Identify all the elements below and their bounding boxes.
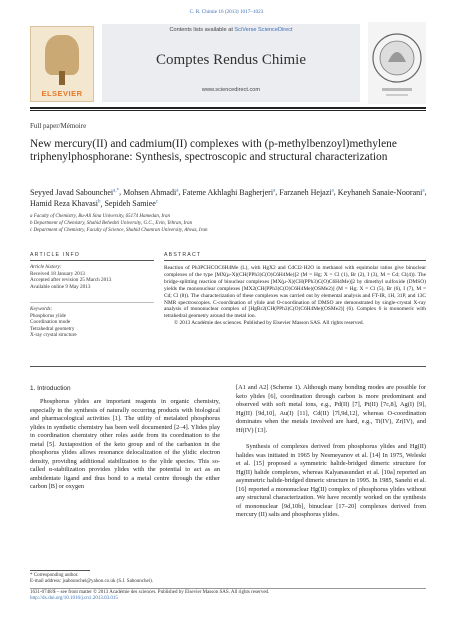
issn-copyright: 1631-0748/$ – see front matter © 2013 Académie des sciences. Published by Elsevier Masson SAS. All rights reserved. http://dx.doi.org/10.1016/j.crci.2013.03.015 <box>30 590 426 603</box>
author[interactable]: Keyhaneh Sanaie-Noorani$^a$ <box>337 187 425 197</box>
journal-reference[interactable]: C. R. Chimie 16 (2013) 1017–1023 <box>189 9 264 15</box>
author[interactable]: Farzaneh Hejazi$^a$ <box>279 187 334 197</box>
abstract-header: ABSTRACT <box>164 252 202 258</box>
paragraph: Synthesis of complexes derived from phosphorus ylides and Hg(II) halides was initiated in 1965 by Nesmeyanov et al. [14] In 1975, Weleski et al. [15] proposed a symmetric halide-bridged dimeric structure for Hg(II) halide complexes, whereas Kalyanasundari et al. [10a] reported an asymmetric halide-bridged dimeric structure in 1995. In 1985, Sanehi et al. [16] reported a mononuclear Hg(II) complex of phosphorus ylides without any structural characterization. We have recently worked on the synthesis of mononuclear [9d,10b], binuclear [17–20] complexes derived from mercury (II) salts and phosphorus ylides. <box>236 443 426 518</box>
keyword: Coordination mode <box>30 319 71 326</box>
author[interactable]: Seyyed Javad Sabounchei$^{a,*}$ <box>30 187 120 197</box>
contents-line: Contents lists available at SciVerse ScienceDirect <box>169 27 293 33</box>
author[interactable]: Mohsen Ahmadi$^a$ <box>123 187 179 197</box>
doi-link[interactable]: http://dx.doi.org/10.1016/j.crci.2013.03.015 <box>30 596 118 602</box>
affiliation: c Department of Chemistry, Faculty of Science, Shahid Chamran University, Ahvaz, Iran <box>30 228 208 233</box>
affiliation: b Department of Chemistry, Shahid Beheshti University, G.C., Evin, Tehran, Iran <box>30 221 193 226</box>
author-email-link[interactable]: E-mail address: jsabounchei@yahoo.co.uk (S.J. Sabounchei). <box>30 579 154 585</box>
sciencedirect-link[interactable]: SciVerse ScienceDirect <box>234 27 293 33</box>
author-list: Seyyed Javad Sabounchei$^{a,*}$, Mohsen Ahmadi$^a$, Fateme Akhlaghi Bagherjeri$^a$, Farzaneh Hejazi$^a$, Keyhaneh Sanaie-Noorani$^a$, Hamid Reza Khavasi$^b$, Sepideh Samiee$^c$ <box>30 187 427 209</box>
academie-seal-icon <box>368 22 426 104</box>
author[interactable]: Sepideh Samiee$^c$ <box>104 199 159 209</box>
body-column-right <box>236 384 426 520</box>
body-column-left <box>30 398 220 492</box>
paragraph: Phosphorus ylides are important reagents in organic chemistry, especially in the synthesis of naturally occurring products with biological and pharmacological activities [1]. The utility of metalated phosphorus ylides in synthetic chemistry has been well documented [2–4]. Ylides play in coordination chemistry other roles aside from its coordination to the metal [5]. Juxtaposition of the keto group and of the carbanion in the phosphorus ylides allows resonance delocalization of the ylidic electron density, providing additional stabilization to the ylide species. This so-called α-stabilization provides ylides with the potential to act as an ambidentate ligand and thus bond to a metal centre through the either carbon [B] or oxygen <box>30 398 220 490</box>
tree-icon <box>45 35 79 75</box>
journal-banner <box>102 24 360 102</box>
header-rule <box>30 107 426 109</box>
article-title: New mercury(II) and cadmium(II) complexes with (p-methylbenzoyl)methylene triphenylphosphorane: Synthesis, spectroscopic and structural characterization <box>30 138 397 164</box>
article-type-label: Full paper/Mémoire <box>30 122 87 130</box>
keyword: Phosphorus ylide <box>30 312 66 319</box>
abstract-copyright: © 2013 Académie des sciences. Published by Elsevier Masson SAS. All rights reserved. <box>174 320 364 327</box>
publisher-logo-text: ELSEVIER <box>41 89 83 98</box>
keywords: Keywords: Phosphorus ylide Coordination mode Tetrahedral geometry X-ray crystal structure <box>30 306 154 339</box>
journal-title: Comptes Rendus Chimie <box>156 52 306 68</box>
corresponding-author-footnote: * Corresponding author. E-mail address: jsabounchei@yahoo.co.uk (S.J. Sabounchei). <box>30 573 230 586</box>
affiliation: a Faculty of Chemistry, Bu-Ali Sina University, 65174 Hamedan, Iran <box>30 214 170 219</box>
author[interactable]: Fateme Akhlaghi Bagherjeri$^a$ <box>182 187 276 197</box>
author[interactable]: Hamid Reza Khavasi$^b$ <box>30 199 101 209</box>
section-heading-introduction: 1. Introduction <box>30 385 71 392</box>
keyword: X-ray crystal structure <box>30 332 77 339</box>
elsevier-logo <box>30 26 94 102</box>
keyword: Tetrahedral geometry <box>30 325 75 332</box>
journal-homepage-link[interactable]: www.sciencedirect.com <box>201 87 261 93</box>
affiliations <box>30 213 430 234</box>
article-history: Article history: Received 18 January 2013 Accepted after revision 25 March 2013 Available online 9 May 2013 <box>30 264 112 290</box>
abstract-body: Reaction of Ph3PCHCOC6H4Me (L), with HgX2 and CdCl2·H2O in methanol with equimolar ratios give binuclear complexes of the type [MX(μ-X)(CH(PPh3)C(O)C6H4Me)]2 (M = Hg; X = Cl (1), Br (2), I (3), M = Cd; Cl(4)). The bridge-splitting reaction of binuclear complexes [MX(μ-X)(CH(PPh3)C(O)C6H4Me)]2 by dimethyl sulfoxide (DMSO) yields the mononuclear complexes [MX2(CH(PPh3)C(O)C6H4Me)(OSMe2)] (M = Hg; X = Cl (5), Br (6), I (7), M = Cd; Cl (8)). The characterization of these complexes was carried out by elemental analysis and FT-IR, 1H, 31P, and 13C NMR spectroscopies. C-coordination of ylide and O-coordination of DMSO are demonstrated by single-crystal X-ray analysis of mononuclear complex of [HgBr2(CH(PPh3)C(O)C6H4Me)(OSMe2)] (6). Complex 6 is monomeric with tetrahedral geometry around the metal ion. © 2013 Académie des sciences. Published by Elsevier Masson SAS. All rights reserved. <box>164 265 426 327</box>
paragraph: [A1 and A2] (Scheme 1). Although many bonding modes are possible for keto ylides [6], coordination through carbon is more predominant and observed with soft metal ions, e.g., Pd(II) [7], Pt(II) [7c,8], Ag(I) [9], Hg(II) [9d,10], Au(I) [11], Cd(II) [7l,9d,12], whereas O-coordination dominates when the metals involved are hard, e.g., Ti(IV), Zr(IV), and Hf(IV) [13]. <box>236 384 426 434</box>
journal-header <box>30 20 426 105</box>
article-info-header: ARTICLE INFO <box>30 252 81 258</box>
